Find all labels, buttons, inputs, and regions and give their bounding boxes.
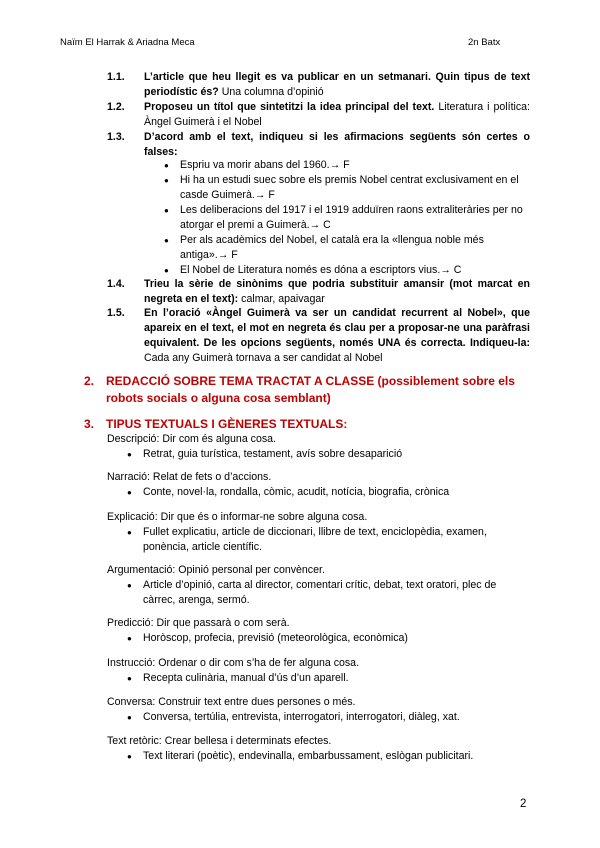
examples-list <box>125 749 509 764</box>
statements-list <box>162 158 530 278</box>
question-prompt: Proposeu un títol que sintetitzi la idea principal del text. <box>144 101 435 113</box>
page-number: 2 <box>520 798 527 810</box>
question-answer: calmar, apaivagar <box>238 293 325 306</box>
question-number: 1.2. <box>107 101 125 113</box>
header-authors: Naïm El Harrak & Ariadna Meca <box>60 37 195 48</box>
question-prompt: L’article que heu llegit es va publicar en un setmanari. Quin tipus de text periodístic és? <box>144 71 530 99</box>
examples-item: ● Conversa, tertúlia, entrevista, interrogatori, interrogatori, diàleg, xat. <box>125 710 509 725</box>
statement-item: ● Les deliberacions del 1917 i el 1919 adduïren raons extraliteràries per no atorgar el premi a Guimerà.→ C <box>162 203 530 233</box>
statement-item: ● Per als acadèmics del Nobel, el català era la «llengua noble més antiga».→ F <box>162 233 530 263</box>
text-type-label: Argumentació: Opinió personal per convèncer. <box>107 564 325 576</box>
examples-item: ● Retrat, guia turística, testament, avís sobre desaparició <box>125 447 509 462</box>
question-prompt: Trieu la sèrie de sinònims que podria substituir amansir (mot marcat en negreta en el text): <box>144 278 530 306</box>
examples-item: ● Article d’opinió, carta al director, comentari crític, debat, text oratori, plec de càrrec, arenga, sermó. <box>125 578 509 608</box>
text-type-label: Narració: Relat de fets o d’accions. <box>107 471 272 483</box>
question-number: 1.3. <box>107 131 125 143</box>
text-type-label: Instrucció: Ordenar o dir com s’ha de fer alguna cosa. <box>107 657 360 669</box>
section-number: 3. <box>84 417 95 431</box>
text-type-block <box>107 734 527 764</box>
section-heading <box>84 373 544 407</box>
question-text <box>144 100 530 130</box>
question-text <box>144 130 530 160</box>
section-heading <box>84 416 544 433</box>
question-item <box>107 306 530 366</box>
question-number: 1.1. <box>107 71 125 83</box>
question-item <box>107 70 530 100</box>
statement-item: ● Espriu va morir abans del 1960.→ F <box>162 158 530 173</box>
question-answer: Una columna d’opinió <box>218 86 324 99</box>
examples-list <box>125 485 509 500</box>
question-item <box>107 100 530 130</box>
examples-list <box>125 671 509 686</box>
text-type-label: Predicció: Dir que passarà o com serà. <box>107 617 290 629</box>
section-title: TIPUS TEXTUALS I GÈNERES TEXTUALS: <box>106 417 348 431</box>
text-type-block <box>107 470 527 500</box>
question-text <box>144 306 530 366</box>
question-prompt: D’acord amb el text, indiqueu si les afirmacions següents són certes o falses: <box>144 131 530 159</box>
question-item <box>107 277 530 307</box>
statement-item: ● Hi ha un estudi suec sobre els premis Nobel centrat exclusivament en el casde Guimerà.→ F <box>162 173 530 203</box>
question-item <box>107 130 530 160</box>
text-type-block <box>107 695 527 725</box>
examples-item: ● Conte, novel·la, rondalla, còmic, acudit, notícia, biografia, crònica <box>125 485 509 500</box>
examples-item: ● Text literari (poètic), endevinalla, embarbussament, eslògan publicitari. <box>125 749 509 764</box>
text-type-label: Explicació: Dir que és o informar-ne sobre alguna cosa. <box>107 511 368 523</box>
text-type-block <box>107 510 527 555</box>
text-type-block <box>107 656 527 686</box>
examples-list <box>125 525 509 555</box>
examples-item: ● Horòscop, profecia, previsió (meteorològica, econòmica) <box>125 631 509 646</box>
text-type-label: Descripció: Dir com és alguna cosa. <box>107 433 276 445</box>
examples-item: ● Fullet explicatiu, article de diccionari, llibre de text, enciclopèdia, examen, ponència, article científic. <box>125 525 509 555</box>
question-prompt: En l’oració «Àngel Guimerà va ser un candidat recurrent al Nobel», que apareix en el text, el mot en negreta és clau per a proposar-ne una paràfrasi equivalent. De les opcions següents, només UNA és correcta. Indiqueu-la: <box>144 307 530 350</box>
text-type-label: Conversa: Construir text entre dues persones o més. <box>107 696 356 708</box>
question-text <box>144 277 530 307</box>
examples-list <box>125 710 509 725</box>
statement-item: ● El Nobel de Literatura només es dóna a escriptors vius.→ C <box>162 263 530 278</box>
question-text <box>144 70 530 100</box>
examples-list <box>125 578 509 608</box>
section-title: REDACCIÓ SOBRE TEMA TRACTAT A CLASSE (possiblement sobre els robots socials o alguna cosa semblant) <box>106 374 515 405</box>
header-course: 2n Batx <box>468 37 501 48</box>
section-number: 2. <box>84 374 95 388</box>
question-number: 1.4. <box>107 278 125 290</box>
question-answer: Literatura i política: Àngel Guimerà i el Nobel <box>144 101 530 129</box>
question-number: 1.5. <box>107 307 125 319</box>
question-answer: Cada any Guimerà tornava a ser candidat al Nobel <box>144 352 383 365</box>
examples-item: ● Recepta culinària, manual d’ús d’un aparell. <box>125 671 509 686</box>
examples-list <box>125 631 509 646</box>
text-type-block <box>107 616 527 646</box>
examples-list <box>125 447 509 462</box>
text-type-block <box>107 432 527 462</box>
text-type-label: Text retòric: Crear bellesa i determinats efectes. <box>107 735 332 747</box>
text-type-block <box>107 563 527 608</box>
